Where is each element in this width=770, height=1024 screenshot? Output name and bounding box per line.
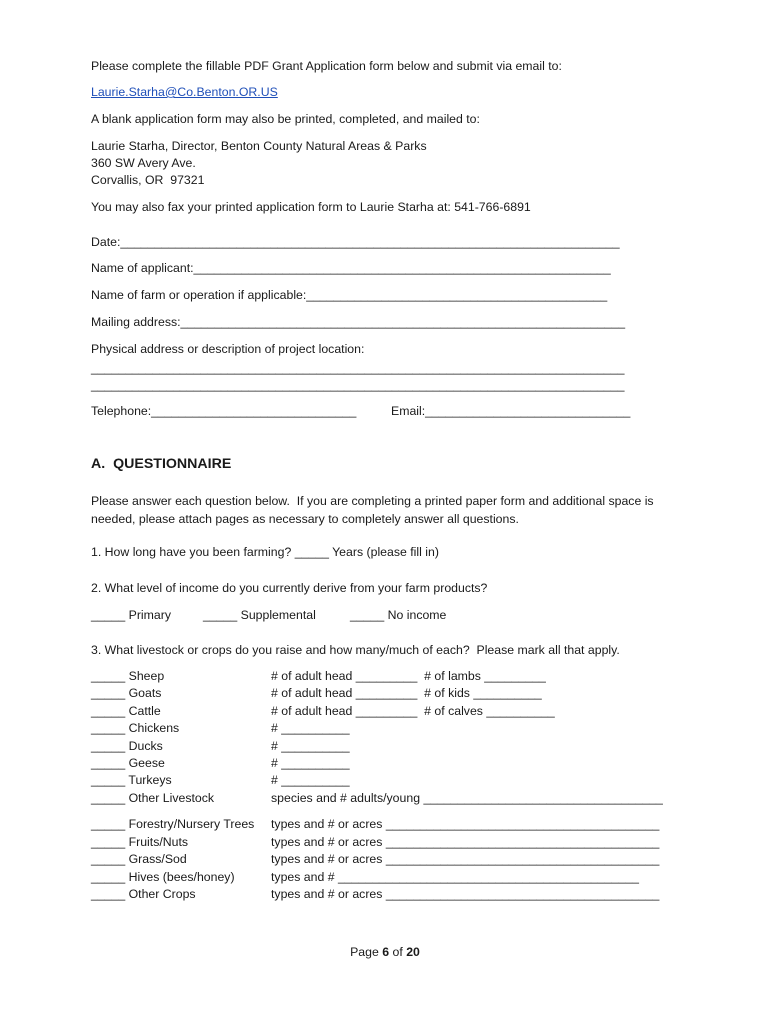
mailing-field[interactable]: Mailing address:_________________________________________________________________ [91,315,626,329]
page-number: 6 [382,945,390,959]
farm-field[interactable]: Name of farm or operation if applicable:____________________________________________ [91,288,608,302]
email-link[interactable]: Laurie.Starha@Co.Benton.OR.US [91,85,278,99]
livestock-item-ducks[interactable]: _____ Ducks [91,739,163,753]
q2-option-no-income[interactable]: _____ No income [350,608,447,622]
crop-item-fruits[interactable]: _____ Fruits/Nuts [91,835,189,849]
livestock-detail-chickens[interactable]: # __________ [271,721,350,735]
livestock-detail-turkeys[interactable]: # __________ [271,773,350,787]
livestock-item-geese[interactable]: _____ Geese [91,756,165,770]
q2-option-supplemental[interactable]: _____ Supplemental [203,608,316,622]
question-2: 2. What level of income do you currently derive from your farm products? [91,581,488,595]
instructions-line-1: Please answer each question below. If you are completing a printed paper form and additional space is [91,494,654,508]
address-line-1: Laurie Starha, Director, Benton County Natural Areas & Parks [91,139,427,153]
livestock-detail-goats[interactable]: # of adult head _________ # of kids __________ [271,686,542,700]
address-line-3: Corvallis, OR 97321 [91,173,205,187]
crop-item-other[interactable]: _____ Other Crops [91,887,196,901]
livestock-item-chickens[interactable]: _____ Chickens [91,721,180,735]
physical-blank-1[interactable]: ______________________________________________________________________________ [91,361,625,375]
page-footer [0,944,770,960]
livestock-detail-geese[interactable]: # __________ [271,756,350,770]
crop-item-grass[interactable]: _____ Grass/Sod [91,852,187,866]
intro-line1: Please complete the fillable PDF Grant Application form below and submit via email to: [91,59,562,73]
physical-blank-2[interactable]: ______________________________________________________________________________ [91,378,625,392]
page-total: 20 [406,945,420,959]
fax-line: You may also fax your printed application form to Laurie Starha at: 541-766-6891 [91,200,531,214]
livestock-detail-cattle[interactable]: # of adult head _________ # of calves __________ [271,704,555,718]
physical-label: Physical address or description of project location: [91,342,365,356]
instructions-line-2: needed, please attach pages as necessary to completely answer all questions. [91,512,519,526]
livestock-item-goats[interactable]: _____ Goats [91,686,162,700]
section-heading: A. QUESTIONNAIRE [91,456,232,472]
page-word: Page [350,945,383,959]
email-field[interactable]: Email:______________________________ [391,404,631,418]
crop-detail-hives[interactable]: types and # ____________________________________________ [271,870,639,884]
applicant-field[interactable]: Name of applicant:_____________________________________________________________ [91,261,611,275]
question-1[interactable]: 1. How long have you been farming? _____ Years (please fill in) [91,545,439,559]
livestock-item-cattle[interactable]: _____ Cattle [91,704,161,718]
crop-detail-forestry[interactable]: types and # or acres ________________________________________ [271,817,660,831]
livestock-item-turkeys[interactable]: _____ Turkeys [91,773,172,787]
crop-detail-other[interactable]: types and # or acres ________________________________________ [271,887,660,901]
of-word: of [389,945,407,959]
crop-detail-fruits[interactable]: types and # or acres ________________________________________ [271,835,660,849]
livestock-detail-ducks[interactable]: # __________ [271,739,350,753]
crop-item-hives[interactable]: _____ Hives (bees/honey) [91,870,235,884]
crop-detail-grass[interactable]: types and # or acres ________________________________________ [271,852,660,866]
livestock-item-other[interactable]: _____ Other Livestock [91,791,215,805]
livestock-detail-sheep[interactable]: # of adult head _________ # of lambs _________ [271,669,546,683]
livestock-item-sheep[interactable]: _____ Sheep [91,669,165,683]
address-line-2: 360 SW Avery Ave. [91,156,196,170]
livestock-detail-other[interactable]: species and # adults/young ___________________________________ [271,791,663,805]
date-field[interactable]: Date:_________________________________________________________________________ [91,235,620,249]
q2-option-primary[interactable]: _____ Primary [91,608,171,622]
question-3: 3. What livestock or crops do you raise and how many/much of each? Please mark all that apply. [91,643,620,657]
crop-item-forestry[interactable]: _____ Forestry/Nursery Trees [91,817,255,831]
telephone-field[interactable]: Telephone:______________________________ [91,404,357,418]
intro-line2: A blank application form may also be printed, completed, and mailed to: [91,112,480,126]
